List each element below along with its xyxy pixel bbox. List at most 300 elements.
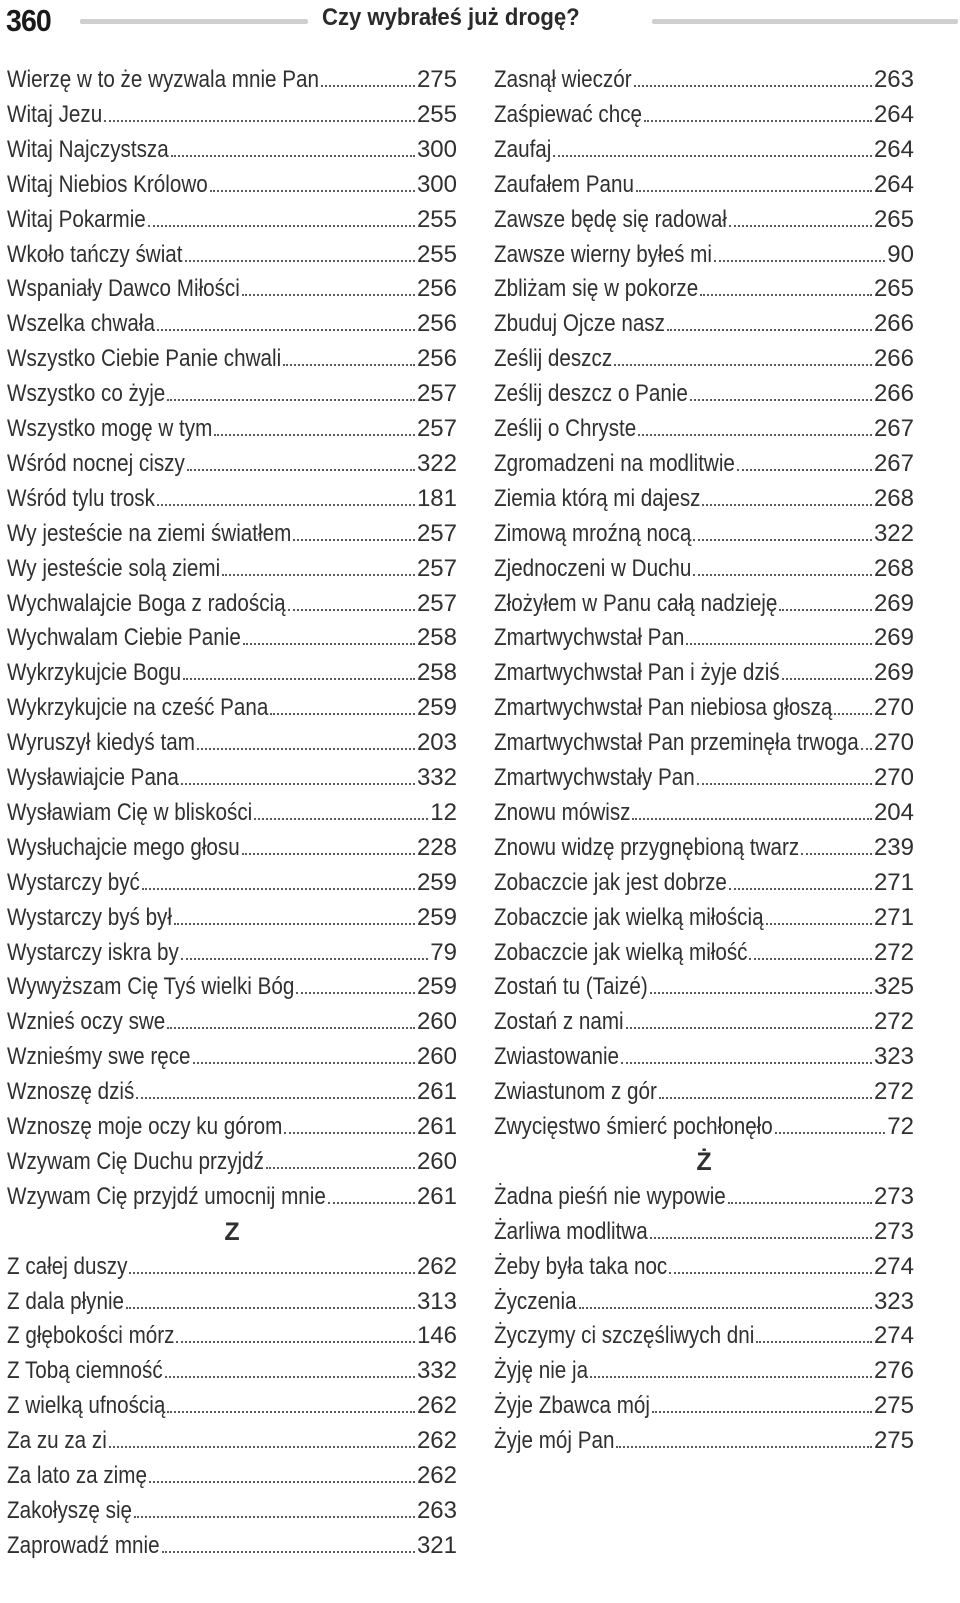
- index-entry: [494, 939, 914, 975]
- index-entry: [494, 415, 914, 451]
- entry-title: Wznoszę moje oczy ku górom: [7, 1113, 283, 1140]
- index-entry: [494, 171, 914, 207]
- entry-page-number: 275: [873, 1427, 914, 1455]
- entry-title: Zjednoczeni w Duchu: [494, 554, 692, 582]
- entry-page-number: 203: [416, 729, 457, 757]
- entry-title: Zmartwychwstał Pan: [494, 624, 685, 652]
- index-entry: [7, 136, 457, 172]
- entry-page-number: 266: [873, 380, 914, 408]
- entry-title: Z dala płynie: [7, 1287, 125, 1315]
- entry-title: Wznieśmy swe ręce: [7, 1043, 191, 1071]
- index-entry: [494, 799, 914, 835]
- entry-page-number: 261: [416, 1078, 457, 1106]
- entry-page-number: 263: [873, 66, 914, 93]
- dot-leader: [650, 1237, 872, 1239]
- dot-leader: [157, 504, 415, 506]
- entry-title: Wywyższam Cię Tyś wielki Bóg: [7, 973, 295, 1001]
- dot-leader: [187, 469, 415, 471]
- dot-leader: [728, 1202, 872, 1204]
- entry-page-number: 258: [416, 659, 457, 687]
- index-entry: [494, 624, 914, 660]
- dot-leader: [644, 120, 872, 122]
- index-entry: [7, 555, 457, 591]
- entry-page-number: 256: [416, 345, 457, 373]
- entry-title: Z głębokości mórz: [7, 1322, 175, 1350]
- entry-page-number: 256: [416, 310, 457, 338]
- dot-leader: [134, 1516, 415, 1518]
- index-entry: [494, 1218, 914, 1254]
- entry-title: Znowu mówisz: [494, 798, 631, 826]
- entry-title: Wierzę w to że wyzwala mnie Pan: [7, 66, 320, 93]
- entry-title: Zaufałem Panu: [494, 170, 634, 198]
- index-entry: [7, 1322, 457, 1358]
- entry-page-number: 272: [873, 1078, 914, 1106]
- dot-leader: [296, 992, 415, 994]
- index-entry: [494, 1008, 914, 1044]
- entry-title: Wśród tylu trosk: [7, 484, 155, 512]
- entry-title: Zobaczcie jak wielką miłością: [494, 903, 764, 931]
- dot-leader: [242, 294, 415, 296]
- entry-title: Zbliżam się w pokorze: [494, 275, 699, 303]
- dot-leader: [775, 1132, 886, 1134]
- entry-page-number: 332: [416, 1357, 457, 1385]
- entry-page-number: 313: [416, 1287, 457, 1315]
- entry-page-number: 257: [416, 380, 457, 408]
- entry-page-number: 261: [416, 1113, 457, 1140]
- entry-title: Wzywam Cię przyjdź umocnij mnie: [7, 1182, 326, 1210]
- index-entry: [7, 1043, 457, 1079]
- dot-leader: [104, 120, 415, 122]
- section-letter: Ż: [696, 1147, 712, 1176]
- entry-page-number: 259: [416, 868, 457, 896]
- entry-title: Witaj Pokarmie: [7, 205, 146, 233]
- entry-page-number: 266: [873, 310, 914, 338]
- dot-leader: [157, 329, 415, 331]
- dot-leader: [801, 853, 872, 855]
- entry-page-number: 257: [416, 554, 457, 582]
- entry-page-number: 274: [873, 1252, 914, 1280]
- entry-page-number: 265: [873, 205, 914, 233]
- entry-title: Żadna pieśń nie wypowie: [494, 1182, 726, 1210]
- index-entry: [494, 1392, 914, 1428]
- entry-page-number: 228: [416, 833, 457, 861]
- entry-page-number: 300: [416, 170, 457, 198]
- index-entry: [7, 1288, 457, 1324]
- entry-page-number: 262: [416, 1392, 457, 1420]
- dot-leader: [162, 1551, 415, 1553]
- entry-title: Zaufaj: [494, 135, 552, 163]
- index-entry: [7, 415, 457, 451]
- entry-title: Wznieś oczy swe: [7, 1008, 166, 1036]
- dot-leader: [288, 609, 415, 611]
- entry-page-number: 275: [416, 66, 457, 93]
- section-letter: Z: [224, 1217, 240, 1246]
- entry-title: Żarliwa modlitwa: [494, 1217, 648, 1245]
- entry-title: Zostań z nami: [494, 1008, 624, 1036]
- index-entry: [494, 345, 914, 381]
- index-entry: [7, 1113, 457, 1149]
- dot-leader: [690, 399, 872, 401]
- entry-title: Ześlij o Chryste: [494, 415, 637, 442]
- entry-page-number: 322: [873, 519, 914, 547]
- entry-page-number: 72: [887, 1113, 914, 1140]
- entry-title: Znowu widzę przygnębioną twarz: [494, 833, 800, 861]
- dot-leader: [148, 225, 415, 227]
- dot-leader: [136, 1097, 415, 1099]
- entry-page-number: 276: [873, 1357, 914, 1385]
- dot-leader: [737, 469, 872, 471]
- entry-title: Zostań tu (Taizé): [494, 973, 648, 1001]
- dot-leader: [109, 1446, 415, 1448]
- index-entry: [494, 1427, 914, 1463]
- entry-page-number: 260: [416, 1043, 457, 1071]
- dot-leader: [616, 1446, 871, 1448]
- dot-leader: [729, 888, 872, 890]
- entry-title: Z Tobą ciemność: [7, 1357, 163, 1385]
- dot-leader: [652, 1411, 872, 1413]
- dot-leader: [171, 155, 415, 157]
- index-entry: [7, 171, 457, 207]
- dot-leader: [167, 399, 415, 401]
- index-entry: [494, 1043, 914, 1079]
- entry-title: Z całej duszy: [7, 1252, 128, 1280]
- entry-page-number: 323: [873, 1287, 914, 1315]
- dot-leader: [779, 609, 872, 611]
- entry-title: Wystarczy byś był: [7, 903, 172, 931]
- dot-leader: [181, 783, 415, 785]
- dot-leader: [579, 1307, 872, 1309]
- dot-leader: [243, 643, 415, 645]
- index-entry: [494, 694, 914, 730]
- dot-leader: [632, 818, 871, 820]
- dot-leader: [636, 190, 872, 192]
- dot-leader: [749, 958, 871, 960]
- dot-leader: [242, 853, 415, 855]
- entry-title: Wychwalajcie Boga z radością: [7, 589, 286, 617]
- dot-leader: [222, 574, 415, 576]
- index-entry: [7, 904, 457, 940]
- dot-leader: [126, 1307, 415, 1309]
- entry-title: Wszystko Ciebie Panie chwali: [7, 345, 282, 373]
- index-entry: [7, 66, 457, 102]
- dot-leader: [782, 678, 872, 680]
- dot-leader: [174, 923, 415, 925]
- entry-page-number: 322: [416, 449, 457, 477]
- index-entry: [494, 1357, 914, 1393]
- entry-title: Wy jesteście na ziemi światłem: [7, 519, 292, 547]
- entry-title: Ześlij deszcz: [494, 345, 613, 373]
- dot-leader: [693, 539, 872, 541]
- index-entry: [494, 764, 914, 800]
- entry-page-number: 262: [416, 1252, 457, 1280]
- dot-leader: [714, 260, 885, 262]
- index-entry: [494, 590, 914, 626]
- dot-leader: [181, 958, 428, 960]
- entry-page-number: 264: [873, 135, 914, 163]
- entry-title: Zawsze wierny byłeś mi: [494, 240, 712, 268]
- entry-page-number: 263: [416, 1496, 457, 1524]
- index-entry: [494, 1078, 914, 1114]
- dot-leader: [167, 1411, 415, 1413]
- dot-leader: [185, 260, 415, 262]
- entry-page-number: 259: [416, 973, 457, 1001]
- dot-leader: [129, 1272, 414, 1274]
- page-header: [0, 0, 960, 46]
- entry-title: Zmartwychwstały Pan: [494, 764, 695, 791]
- entry-page-number: 255: [416, 240, 457, 268]
- index-entry: [7, 764, 457, 800]
- entry-page-number: 146: [416, 1322, 457, 1350]
- entry-page-number: 255: [416, 205, 457, 233]
- dot-leader: [149, 1481, 415, 1483]
- entry-title: Ześlij deszcz o Panie: [494, 380, 688, 408]
- entry-page-number: 259: [416, 903, 457, 931]
- entry-title: Za lato za zimę: [7, 1462, 147, 1489]
- dot-leader: [638, 434, 872, 436]
- dot-leader: [270, 713, 415, 715]
- entry-page-number: 270: [873, 729, 914, 757]
- entry-title: Wszystko mogę w tym: [7, 415, 213, 442]
- page-number: 360: [6, 3, 51, 38]
- entry-title: Zmartwychwstał Pan i żyje dziś: [494, 659, 780, 687]
- entry-title: Żyje Zbawca mój: [494, 1392, 650, 1420]
- entry-page-number: 270: [873, 764, 914, 791]
- entry-title: Wykrzykujcie na cześć Pana: [7, 694, 269, 722]
- dot-leader: [702, 504, 871, 506]
- index-entry: [7, 729, 457, 765]
- entry-page-number: 239: [873, 833, 914, 861]
- entry-page-number: 258: [416, 624, 457, 652]
- entry-title: Wszelka chwała: [7, 310, 155, 338]
- entry-title: Ziemia którą mi dajesz: [494, 484, 701, 512]
- index-entry: [7, 1532, 457, 1568]
- index-entry: [494, 380, 914, 416]
- entry-title: Wysławiam Cię w bliskości: [7, 798, 253, 826]
- entry-title: Zaśpiewać chcę: [494, 100, 642, 128]
- dot-leader: [293, 539, 415, 541]
- entry-page-number: 325: [873, 973, 914, 1001]
- entry-title: Żyje mój Pan: [494, 1427, 615, 1455]
- entry-page-number: 271: [873, 868, 914, 896]
- entry-title: Wśród nocnej ciszy: [7, 449, 185, 477]
- entry-title: Zakołyszę się: [7, 1496, 133, 1524]
- entry-title: Zobaczcie jak wielką miłość: [494, 938, 748, 966]
- index-entry: [7, 101, 457, 137]
- index-entry: [7, 1427, 457, 1463]
- index-entry: [7, 1148, 457, 1184]
- entry-page-number: 272: [873, 938, 914, 966]
- dot-leader: [214, 434, 415, 436]
- dot-leader: [659, 1097, 872, 1099]
- index-entry: [7, 206, 457, 242]
- entry-page-number: 267: [873, 415, 914, 442]
- entry-title: Wkoło tańczy świat: [7, 240, 183, 268]
- index-entry: [7, 520, 457, 556]
- entry-title: Wystarczy iskra by: [7, 938, 179, 966]
- index-entry: [494, 973, 914, 1009]
- header-rule-left: [80, 19, 308, 24]
- entry-title: Wysłuchajcie mego głosu: [7, 833, 240, 861]
- index-entry: [7, 275, 457, 311]
- entry-title: Życzymy ci szczęśliwych dni: [494, 1322, 755, 1350]
- entry-page-number: 261: [416, 1182, 457, 1210]
- entry-title: Z wielką ufnością: [7, 1392, 166, 1420]
- dot-leader: [197, 748, 415, 750]
- dot-leader: [142, 888, 415, 890]
- index-entry: [7, 1462, 457, 1498]
- index-entry: [494, 729, 914, 765]
- index-entry: [7, 659, 457, 695]
- dot-leader: [266, 1167, 415, 1169]
- index-entry: [494, 310, 914, 346]
- dot-leader: [693, 574, 872, 576]
- entry-title: Zwycięstwo śmierć pochłonęło: [494, 1113, 773, 1140]
- dot-leader: [756, 1341, 872, 1343]
- dot-leader: [650, 992, 872, 994]
- entry-title: Zwiastowanie: [494, 1043, 620, 1071]
- dot-leader: [210, 190, 415, 192]
- entry-page-number: 300: [416, 135, 457, 163]
- entry-title: Wykrzykujcie Bogu: [7, 659, 182, 687]
- index-entry: [494, 275, 914, 311]
- dot-leader: [729, 225, 872, 227]
- index-entry: [494, 555, 914, 591]
- index-entry: [7, 799, 457, 835]
- dot-leader: [590, 1376, 872, 1378]
- index-entry: [7, 694, 457, 730]
- entry-page-number: 321: [416, 1531, 457, 1559]
- entry-title: Zbuduj Ojcze nasz: [494, 310, 665, 338]
- entry-title: Witaj Najczystsza: [7, 135, 169, 163]
- dot-leader: [167, 1027, 415, 1029]
- dot-leader: [697, 783, 872, 785]
- dot-leader: [667, 329, 872, 331]
- index-entry: [494, 834, 914, 870]
- entry-page-number: 270: [873, 694, 914, 722]
- dot-leader: [283, 364, 415, 366]
- index-entry: [7, 485, 457, 521]
- entry-title: Wznoszę dziś: [7, 1078, 135, 1106]
- entry-title: Zmartwychwstał Pan przeminęła trwoga: [494, 729, 859, 757]
- entry-page-number: 204: [873, 798, 914, 826]
- index-entry: [7, 834, 457, 870]
- dot-leader: [321, 85, 415, 87]
- index-entry: [494, 1183, 914, 1219]
- entry-title: Zimową mroźną nocą: [494, 519, 692, 547]
- index-entry: [494, 485, 914, 521]
- entry-page-number: 332: [416, 764, 457, 791]
- entry-page-number: 271: [873, 903, 914, 931]
- entry-page-number: 257: [416, 589, 457, 617]
- dot-leader: [766, 923, 872, 925]
- index-entry: [7, 1357, 457, 1393]
- index-entry: [494, 904, 914, 940]
- index-entry: [494, 206, 914, 242]
- index-entry: [7, 380, 457, 416]
- index-entry: [494, 1113, 914, 1149]
- entry-page-number: 262: [416, 1427, 457, 1455]
- running-title: Czy wybrałeś już drogę?: [322, 4, 580, 31]
- index-entry: [494, 1253, 914, 1289]
- dot-leader: [686, 643, 872, 645]
- entry-page-number: 256: [416, 275, 457, 303]
- index-entry: [494, 659, 914, 695]
- entry-page-number: 264: [873, 100, 914, 128]
- entry-page-number: 12: [430, 798, 457, 826]
- entry-page-number: 262: [416, 1462, 457, 1489]
- index-entry: [7, 1497, 457, 1533]
- entry-title: Zasnął wieczór: [494, 66, 632, 93]
- dot-leader: [700, 294, 872, 296]
- entry-page-number: 259: [416, 694, 457, 722]
- entry-title: Wzywam Cię Duchu przyjdź: [7, 1147, 264, 1175]
- index-entry: [7, 590, 457, 626]
- dot-leader: [254, 818, 428, 820]
- index-entry: [7, 973, 457, 1009]
- index-entry: [494, 520, 914, 556]
- entry-title: Złożyłem w Panu całą nadzieję: [494, 589, 778, 617]
- dot-leader: [861, 748, 872, 750]
- index-entry: [7, 1253, 457, 1289]
- dot-leader: [328, 1202, 415, 1204]
- entry-page-number: 265: [873, 275, 914, 303]
- dot-leader: [626, 1027, 872, 1029]
- entry-title: Żyję nie ja: [494, 1357, 589, 1385]
- entry-page-number: 264: [873, 170, 914, 198]
- index-entry: [494, 101, 914, 137]
- index-entry: [7, 450, 457, 486]
- index-entry: [7, 624, 457, 660]
- index-entry: [494, 450, 914, 486]
- entry-title: Witaj Jezu: [7, 100, 103, 128]
- entry-title: Wyruszył kiedyś tam: [7, 729, 195, 757]
- entry-page-number: 267: [873, 449, 914, 477]
- dot-leader: [834, 713, 872, 715]
- entry-page-number: 269: [873, 624, 914, 652]
- entry-title: Wspaniały Dawco Miłości: [7, 275, 240, 303]
- entry-title: Zawsze będę się radował: [494, 205, 727, 233]
- entry-page-number: 266: [873, 345, 914, 373]
- header-rule-right: [652, 19, 958, 24]
- entry-page-number: 260: [416, 1008, 457, 1036]
- entry-title: Życzenia: [494, 1287, 577, 1315]
- entry-page-number: 268: [873, 484, 914, 512]
- entry-page-number: 181: [416, 484, 457, 512]
- entry-title: Za zu za zi: [7, 1427, 107, 1455]
- index-entry: [7, 1008, 457, 1044]
- index-entry: [7, 1183, 457, 1219]
- entry-page-number: 273: [873, 1182, 914, 1210]
- entry-page-number: 257: [416, 415, 457, 442]
- dot-leader: [553, 155, 872, 157]
- index-entry: [7, 1392, 457, 1428]
- index-entry: [7, 345, 457, 381]
- entry-title: Wysławiajcie Pana: [7, 764, 179, 791]
- index-entry: [494, 1322, 914, 1358]
- index-entry: [7, 1078, 457, 1114]
- dot-leader: [183, 678, 415, 680]
- entry-title: Zmartwychwstał Pan niebiosa głoszą: [494, 694, 833, 722]
- dot-leader: [165, 1376, 415, 1378]
- entry-title: Zobaczcie jak jest dobrze: [494, 868, 727, 896]
- dot-leader: [669, 1272, 872, 1274]
- entry-page-number: 255: [416, 100, 457, 128]
- entry-page-number: 274: [873, 1322, 914, 1350]
- entry-title: Wychwalam Ciebie Panie: [7, 624, 241, 652]
- entry-title: Zwiastunom z gór: [494, 1078, 657, 1106]
- entry-page-number: 269: [873, 589, 914, 617]
- index-entry: [494, 136, 914, 172]
